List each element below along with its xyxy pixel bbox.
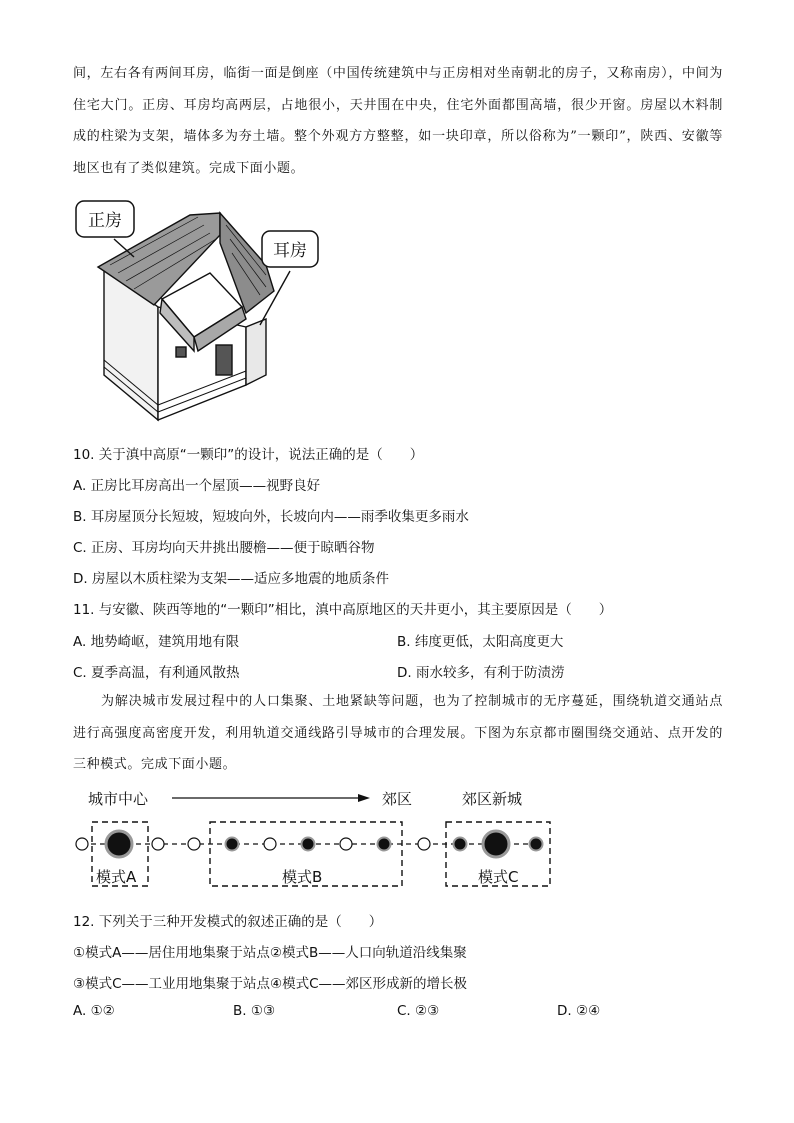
mode-b-label: 模式B — [282, 868, 323, 886]
label-city-center: 城市中心 — [88, 790, 149, 808]
q10-option-b[interactable]: B. 耳房屋顶分长短坡，短坡向外，长坡向内——雨季收集更多雨水 — [73, 509, 469, 525]
q12-stem: 12. 下列关于三种开发模式的叙述正确的是（ ） — [73, 914, 383, 930]
station — [152, 838, 164, 850]
station — [264, 838, 276, 850]
mode-a-label: 模式A — [96, 868, 137, 886]
label-suburb: 郊区 — [382, 790, 413, 808]
station-medium — [226, 838, 239, 851]
q12-option-c[interactable]: C. ②③ — [397, 1003, 440, 1019]
mode-c-label: 模式C — [478, 868, 519, 886]
station-medium — [378, 838, 391, 851]
svg-text:正房: 正房 — [88, 211, 122, 231]
label-erfang — [262, 231, 318, 267]
station — [76, 838, 88, 850]
main-door — [216, 345, 232, 375]
label-zhengfang — [76, 201, 134, 237]
station — [188, 838, 200, 850]
label-new-town: 郊区新城 — [462, 790, 523, 808]
station — [418, 838, 430, 850]
q10-option-c[interactable]: C. 正房、耳房均向天井挑出腰檐——便于晾晒谷物 — [73, 540, 375, 556]
arrow-head — [358, 794, 370, 802]
q10-stem: 10. 关于滇中高原“一颗印”的设计，说法正确的是（ ） — [73, 447, 424, 463]
side-wall — [246, 319, 266, 385]
window — [176, 347, 186, 357]
station-large — [483, 831, 509, 857]
passage-yikeyin: 间，左右各有两间耳房，临街一面是倒座（中国传统建筑中与正房相对坐南朝北的房子，又称南房），中间为住宅大门。正房、耳房均高两层，占地很小，天井围在中央，住宅外面都围高墙，很少开窗。房屋以木料制成的柱梁为支架，墙体多为夯土墙。整个外观方方整整，如一块印章，所以俗称为”一颗印”，陕西、安徽等地区也有了类似建筑。完成下面小题。 — [73, 66, 723, 176]
passage-tokyo: 为解决城市发展过程中的人口集聚、土地紧缺等问题，也为了控制城市的无序蔓延，围绕轨道交通站点进行高强度高密度开发，利用轨道交通线路引导城市的合理发展。下图为东京都市圈围绕交通站、点开发的三种模式。完成下面小题。 — [73, 694, 723, 772]
q12-statement-2: ③模式C——工业用地集聚于站点④模式C——郊区形成新的增长极 — [73, 976, 468, 992]
q12-statement-1: ①模式A——居住用地集聚于站点②模式B——人口向轨道沿线集聚 — [73, 945, 467, 961]
q10-option-a[interactable]: A. 正房比耳房高出一个屋顶——视野良好 — [73, 478, 321, 494]
q10-option-d[interactable]: D. 房屋以木质柱梁为支架——适应多地震的地质条件 — [73, 571, 389, 587]
station-medium — [530, 838, 543, 851]
q12-option-d[interactable]: D. ②④ — [557, 1003, 601, 1019]
station — [340, 838, 352, 850]
station-medium — [302, 838, 315, 851]
station-large — [106, 831, 132, 857]
q11-option-d[interactable]: D. 雨水较多，有利于防渍涝 — [397, 665, 565, 681]
house-drawing — [98, 213, 290, 420]
station-medium — [454, 838, 467, 851]
house-illustration — [70, 195, 330, 425]
q11-option-a[interactable]: A. 地势崎岖，建筑用地有限 — [73, 634, 240, 650]
q11-option-c[interactable]: C. 夏季高温，有利通风散热 — [73, 665, 240, 681]
q12-option-a[interactable]: A. ①② — [73, 1003, 115, 1019]
q12-option-b[interactable]: B. ①③ — [233, 1003, 276, 1019]
q11-option-b[interactable]: B. 纬度更低，太阳高度更大 — [397, 634, 564, 650]
q11-stem: 11. 与安徽、陕西等地的“一颗印”相比，滇中高原地区的天井更小，其主要原因是（ ） — [73, 602, 613, 618]
development-modes-diagram — [70, 786, 570, 896]
svg-text:耳房: 耳房 — [273, 241, 307, 261]
